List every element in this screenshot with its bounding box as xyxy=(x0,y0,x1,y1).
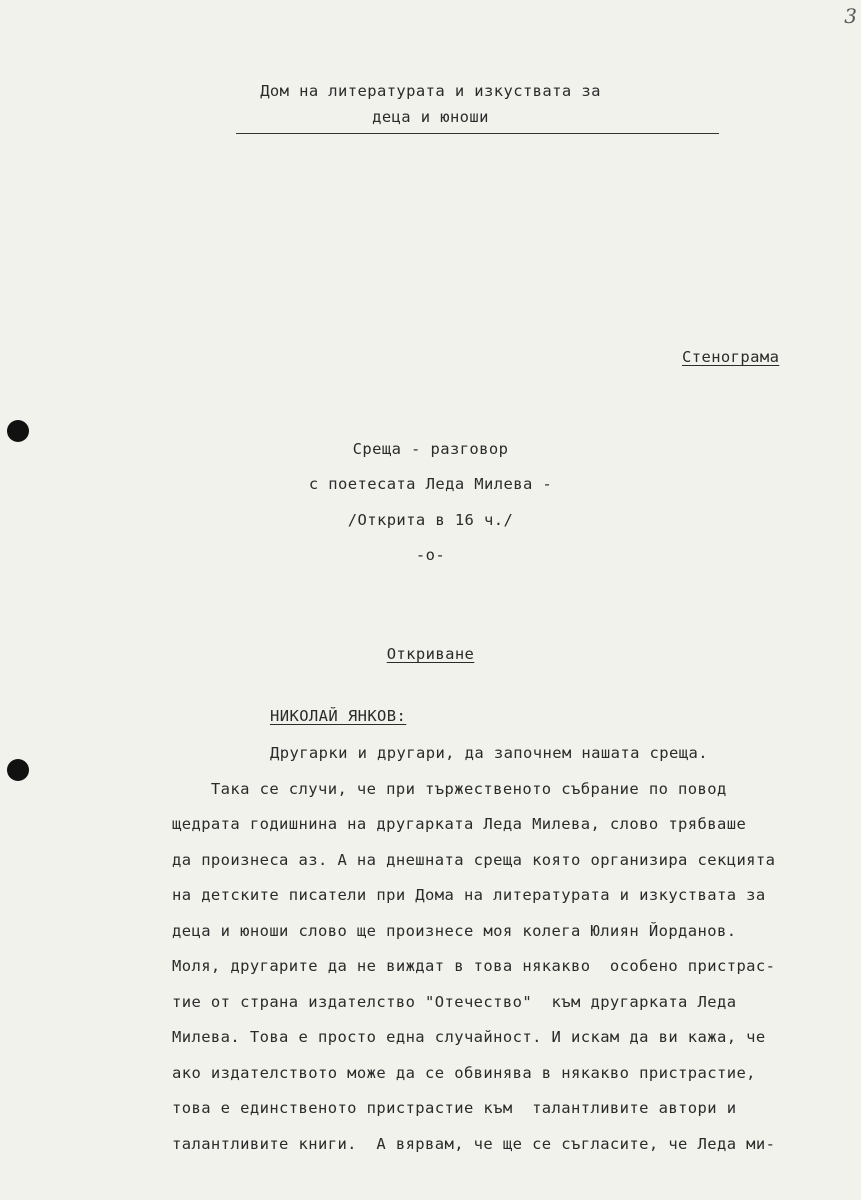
event-separator: -о- xyxy=(415,546,446,564)
event-line-2: с поетесата Леда Милева - xyxy=(308,475,553,493)
page-number: 3 xyxy=(844,4,857,28)
body-line: на детските писатели при Дома на литературата и изкуствата за xyxy=(172,886,766,904)
body-line: това е единственото пристрастие към талантливите автори и xyxy=(172,1099,737,1117)
header-rule xyxy=(236,133,719,134)
header-line-2: деца и юноши xyxy=(372,108,489,126)
body-line: да произнеса аз. А на днешната среща която организира секцията xyxy=(172,851,776,869)
paragraph-first-line: Другарки и другари, да започнем нашата среща. xyxy=(270,744,708,762)
punch-hole-top xyxy=(7,420,29,442)
header-line-1: Дом на литературата и изкуствата за xyxy=(260,82,601,100)
punch-hole-bottom xyxy=(7,759,29,781)
body-line: Така се случи, че при тържественото събрание по повод xyxy=(172,780,727,798)
body-line: Милева. Това е просто една случайност. И искам да ви кажа, че xyxy=(172,1028,766,1046)
speaker-name: НИКОЛАЙ ЯНКОВ: xyxy=(270,707,407,725)
body-line: щедрата годишнина на другарката Леда Милева, слово трябваше xyxy=(172,815,747,833)
section-title: Откриване xyxy=(386,645,475,663)
body-line: ако издателството може да се обвинява в някакво пристрастие, xyxy=(172,1064,756,1082)
event-line-1: Среща - разговор xyxy=(352,440,509,458)
body-line: деца и юноши слово ще произнесе моя колега Юлиян Йорданов. xyxy=(172,922,737,940)
body-line: тие от страна издателство "Отечество" към другарката Леда xyxy=(172,993,737,1011)
body-line: Моля, другарите да не виждат в това някакво особено пристрас- xyxy=(172,957,776,975)
event-line-3: /Открита в 16 ч./ xyxy=(347,511,514,529)
body-line: талантливите книги. А вярвам, че ще се съгласите, че Леда ми- xyxy=(172,1135,776,1153)
document-type: Стенограма xyxy=(682,348,780,366)
